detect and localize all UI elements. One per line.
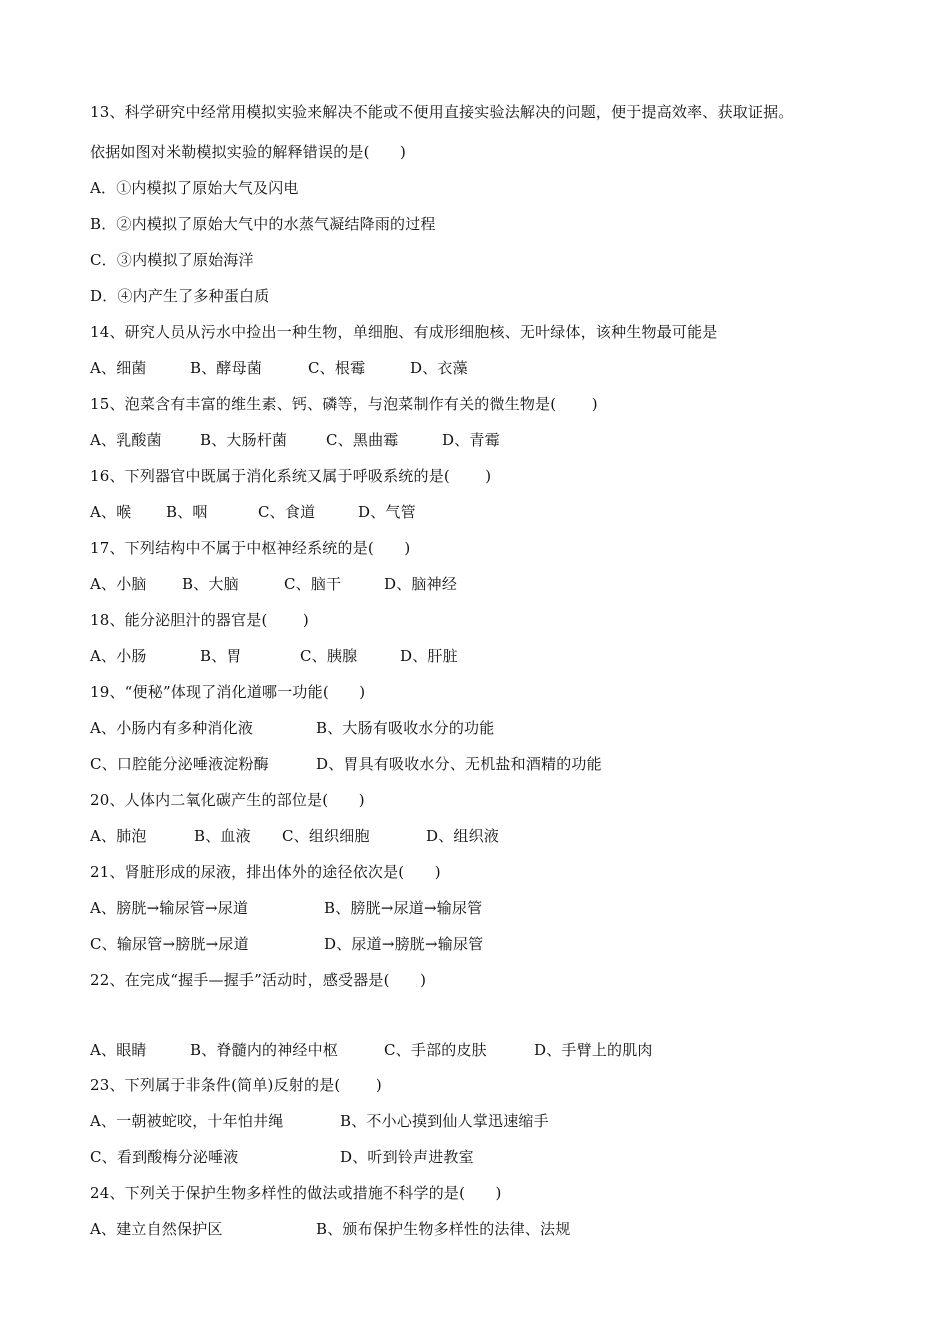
q24-option-a: A、建立自然保护区 [90, 1220, 223, 1238]
q24-options-row1 [90, 1217, 850, 1241]
q20-option-a: A、肺泡 [90, 827, 147, 845]
q14-option-d: D、衣藻 [410, 359, 468, 377]
q23-option-b: B、不小心摸到仙人掌迅速缩手 [340, 1112, 549, 1130]
q16-stem: 16、下列器官中既属于消化系统又属于呼吸系统的是( ) [90, 467, 492, 485]
q21-option-a: A、膀胱→输尿管→尿道 [90, 899, 249, 917]
q23-option-a: A、一朝被蛇咬，十年怕井绳 [90, 1112, 284, 1130]
q14-option-a: A、细菌 [90, 359, 147, 377]
q22-stem: 22、在完成“握手—握手”活动时，感受器是( ) [90, 971, 427, 989]
q16-options [90, 500, 850, 524]
q17-stem: 17、下列结构中不属于中枢神经系统的是( ) [90, 539, 411, 557]
q22-option-c: C、手部的皮肤 [384, 1041, 487, 1059]
q21-options-row2 [90, 932, 850, 956]
q15-options [90, 428, 850, 452]
q19-options-row1 [90, 716, 850, 740]
q17-options [90, 572, 850, 596]
q23-option-d: D、听到铃声进教室 [340, 1148, 474, 1166]
q23-option-c: C、看到酸梅分泌唾液 [90, 1148, 239, 1166]
q15-stem: 15、泡菜含有丰富的维生素、钙、磷等，与泡菜制作有关的微生物是( ) [90, 395, 598, 413]
q21-options-row1 [90, 896, 850, 920]
q19-option-b: B、大肠有吸收水分的功能 [316, 719, 495, 737]
q16-option-a: A、喉 [90, 503, 132, 521]
q18-options [90, 644, 850, 668]
q20-option-b: B、血液 [194, 827, 251, 845]
q22-option-b: B、脊髓内的神经中枢 [190, 1041, 339, 1059]
q22-option-a: A、眼睛 [90, 1041, 147, 1059]
q20-option-d: D、组织液 [426, 827, 500, 845]
q13-option-b: B．②内模拟了原始大气中的水蒸气凝结降雨的过程 [90, 215, 436, 233]
q17-option-a: A、小脑 [90, 575, 147, 593]
q19-option-d: D、胃具有吸收水分、无机盐和酒精的功能 [316, 755, 602, 773]
q22-option-d: D、手臂上的肌肉 [534, 1041, 653, 1059]
q17-option-d: D、脑神经 [384, 575, 458, 593]
q15-option-b: B、大肠杆菌 [200, 431, 288, 449]
q17-option-b: B、大脑 [182, 575, 239, 593]
q13-stem-line2: 依据如图对米勒模拟实验的解释错误的是( ) [90, 143, 407, 161]
q13-option-c: C．③内模拟了原始海洋 [90, 251, 254, 269]
q19-options-row2 [90, 752, 850, 776]
q18-option-b: B、胃 [200, 647, 242, 665]
q18-stem: 18、能分泌胆汁的器官是( ) [90, 611, 309, 629]
q15-option-c: C、黑曲霉 [326, 431, 399, 449]
q14-option-b: B、酵母菌 [190, 359, 263, 377]
q23-options-row2 [90, 1145, 850, 1169]
q14-option-c: C、根霉 [308, 359, 366, 377]
q23-stem: 23、下列属于非条件(简单)反射的是( ) [90, 1076, 382, 1094]
q18-option-c: C、胰腺 [300, 647, 358, 665]
q18-option-a: A、小肠 [90, 647, 147, 665]
q24-option-b: B、颁布保护生物多样性的法律、法规 [316, 1220, 571, 1238]
q24-stem: 24、下列关于保护生物多样性的做法或措施不科学的是( ) [90, 1184, 502, 1202]
q16-option-b: B、咽 [166, 503, 208, 521]
q20-stem: 20、人体内二氧化碳产生的部位是( ) [90, 791, 365, 809]
q15-option-a: A、乳酸菌 [90, 431, 162, 449]
q20-option-c: C、组织细胞 [282, 827, 370, 845]
q15-option-d: D、青霉 [442, 431, 500, 449]
q18-option-d: D、肝脏 [400, 647, 458, 665]
q22-options [90, 1038, 850, 1062]
q19-option-a: A、小肠内有多种消化液 [90, 719, 254, 737]
q16-option-c: C、食道 [258, 503, 316, 521]
q20-options [90, 824, 850, 848]
q21-option-d: D、尿道→膀胱→输尿管 [324, 935, 484, 953]
q13-option-a: A．①内模拟了原始大气及闪电 [90, 179, 299, 197]
q19-option-c: C、口腔能分泌唾液淀粉酶 [90, 755, 269, 773]
q23-options-row1 [90, 1109, 850, 1133]
q19-stem: 19、“便秘”体现了消化道哪一功能( ) [90, 683, 366, 701]
q13-stem-line1: 13、科学研究中经常用模拟实验来解决不能或不便用直接实验法解决的问题，便于提高效率、获取证据。 [90, 103, 794, 121]
q14-stem: 14、研究人员从污水中捡出一种生物，单细胞、有成形细胞核、无叶绿体，该种生物最可能是 [90, 323, 718, 341]
q21-stem: 21、肾脏形成的尿液，排出体外的途径依次是( ) [90, 863, 441, 881]
q17-option-c: C、脑干 [284, 575, 342, 593]
q21-option-b: B、膀胱→尿道→输尿管 [324, 899, 483, 917]
q14-options [90, 356, 850, 380]
q13-option-d: D．④内产生了多种蛋白质 [90, 287, 270, 305]
q21-option-c: C、输尿管→膀胱→尿道 [90, 935, 249, 953]
q16-option-d: D、气管 [358, 503, 416, 521]
